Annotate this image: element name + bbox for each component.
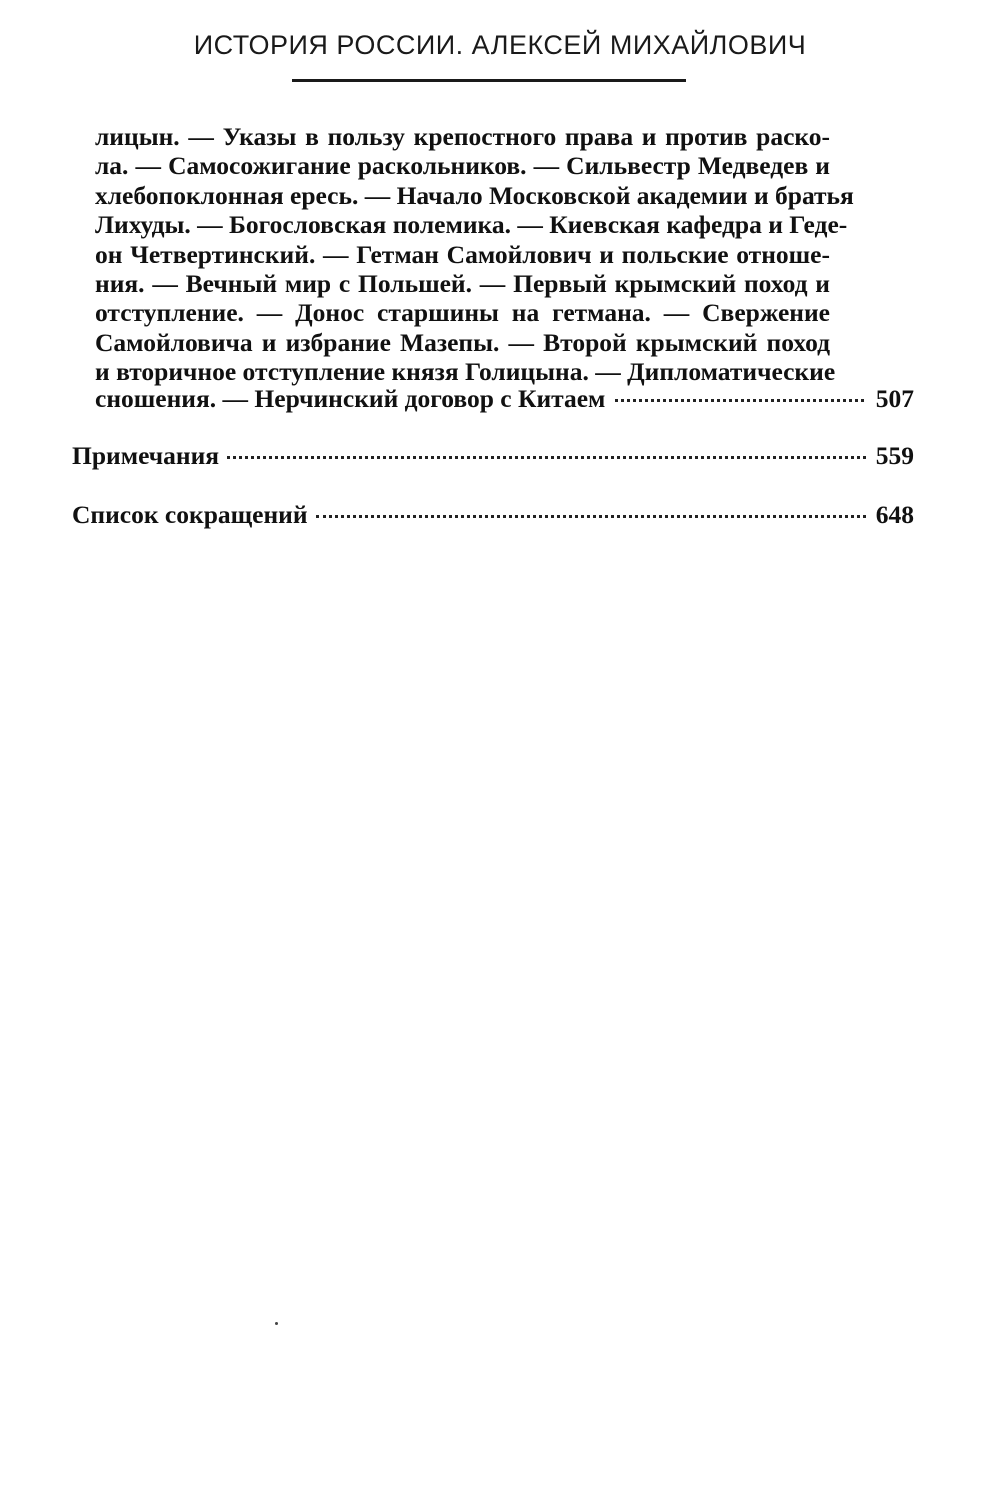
running-head: ИСТОРИЯ РОССИИ. АЛЕКСЕЙ МИХАЙЛОВИЧ [193,30,807,60]
page-number: 559 [875,441,914,470]
summary-line: он Четвертинский. — Гетман Самойлович и польские отноше- [95,239,830,269]
chapter-summary [95,122,854,387]
summary-last-line [95,384,914,414]
summary-line: ния. — Вечный мир с Польшей. — Первый крымский поход и [95,268,830,298]
dot-leader [227,456,866,459]
header-rule [292,79,686,82]
print-speck [275,1322,278,1325]
toc-entry-abbreviations[interactable] [72,500,914,530]
toc-entry-notes[interactable] [72,441,914,471]
page-number: 507 [875,384,914,413]
dot-leader [316,515,866,518]
summary-line: Лихуды. — Богословская полемика. — Киевская кафедра и Геде- [95,210,848,240]
toc-entry-label: Список сокращений [72,500,308,529]
summary-last-line-text: сношения. — Нерчинский договор с Китаем [95,384,606,413]
summary-line: отступление. — Донос старшины на гетмана. — Свержение [95,298,830,328]
summary-line: хлебопоклонная ересь. — Начало Московской академии и братья [95,180,854,210]
summary-line: и вторичное отступление князя Голицына. — Дипломатические [95,357,836,387]
toc-entry-label: Примечания [72,441,220,470]
summary-line: лицын. — Указы в пользу крепостного права и против раско- [95,122,830,151]
summary-line: ла. — Самосожигание раскольников. — Сильвестр Медведев и [95,151,830,181]
dot-leader [615,399,863,402]
page-number: 648 [875,500,914,529]
summary-line: Самойловича и избрание Мазепы. — Второй крымский поход [95,327,830,357]
